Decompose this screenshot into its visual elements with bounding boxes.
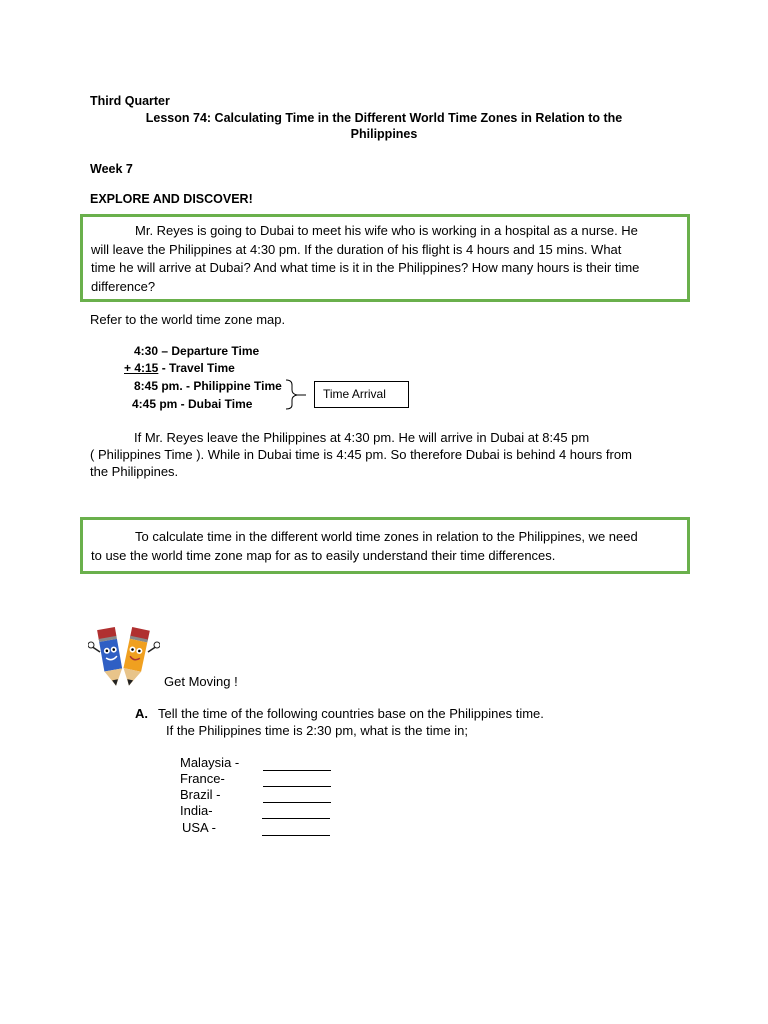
country-row-usa	[182, 820, 216, 836]
country-row-malaysia	[180, 755, 239, 771]
exercise-letter: A.	[135, 706, 148, 721]
get-moving-heading: Get Moving !	[164, 674, 238, 689]
explanation-line-1: If Mr. Reyes leave the Philippines at 4:30 pm. He will arrive in Dubai at 8:45 pm	[134, 430, 590, 445]
dubai-time: 4:45 pm - Dubai Time	[132, 397, 253, 411]
tip-line-1: To calculate time in the different world time zones in relation to the Philippines, we need	[135, 529, 638, 544]
problem-line-3: time he will arrive at Dubai? And what time is it in the Philippines? How many hours is their time	[91, 260, 640, 275]
tip-line-2: to use the world time zone map for as to easily understand their time differences.	[91, 547, 556, 563]
time-arrival-label: Time Arrival	[323, 387, 386, 401]
travel-time-row	[124, 360, 235, 378]
section-heading: EXPLORE AND DISCOVER!	[90, 192, 253, 206]
problem-box	[80, 214, 690, 302]
explanation-line-3: the Philippines.	[90, 464, 179, 479]
country-label: Malaysia -	[180, 755, 240, 770]
refer-text: Refer to the world time zone map.	[90, 312, 286, 327]
country-label: Brazil -	[180, 787, 221, 802]
country-label: France-	[180, 771, 225, 786]
pencil-mascot-icon	[88, 624, 160, 690]
country-label: USA -	[182, 820, 216, 835]
problem-line-1: Mr. Reyes is going to Dubai to meet his wife who is working in a hospital as a nurse. He	[135, 223, 638, 238]
country-row-india	[180, 803, 213, 819]
country-row-brazil	[180, 787, 220, 803]
travel-time-value: + 4:15	[124, 361, 159, 375]
country-label: India-	[180, 803, 213, 818]
time-arrival-box	[314, 381, 409, 408]
answer-blank-india[interactable]	[262, 806, 330, 824]
philippine-time: 8:45 pm. - Philippine Time	[134, 379, 282, 393]
tip-box	[80, 517, 690, 574]
problem-line-2: will leave the Philippines at 4:30 pm. If the duration of his flight is 4 hours and 15 mins. What	[91, 241, 622, 257]
exercise-instruction-1: Tell the time of the following countries base on the Philippines time.	[158, 706, 544, 721]
lesson-title-line2: Philippines	[350, 127, 418, 141]
explanation-paragraph	[90, 429, 680, 480]
country-row-france	[180, 771, 225, 787]
week-heading: Week 7	[90, 162, 133, 176]
quarter-heading: Third Quarter	[90, 94, 170, 108]
travel-time-label: - Travel Time	[158, 361, 235, 375]
departure-time: 4:30 – Departure Time	[134, 344, 260, 358]
lesson-title-line1: Lesson 74: Calculating Time in the Different World Time Zones in Relation to the	[145, 111, 623, 125]
explanation-line-2: ( Philippines Time ). While in Dubai time is 4:45 pm. So therefore Dubai is behind 4 hours from	[90, 447, 632, 462]
exercise-instruction-2: If the Philippines time is 2:30 pm, what is the time in;	[166, 723, 469, 738]
answer-blank-usa[interactable]	[262, 823, 330, 841]
brace-icon	[284, 378, 316, 412]
problem-line-4: difference?	[91, 278, 156, 294]
